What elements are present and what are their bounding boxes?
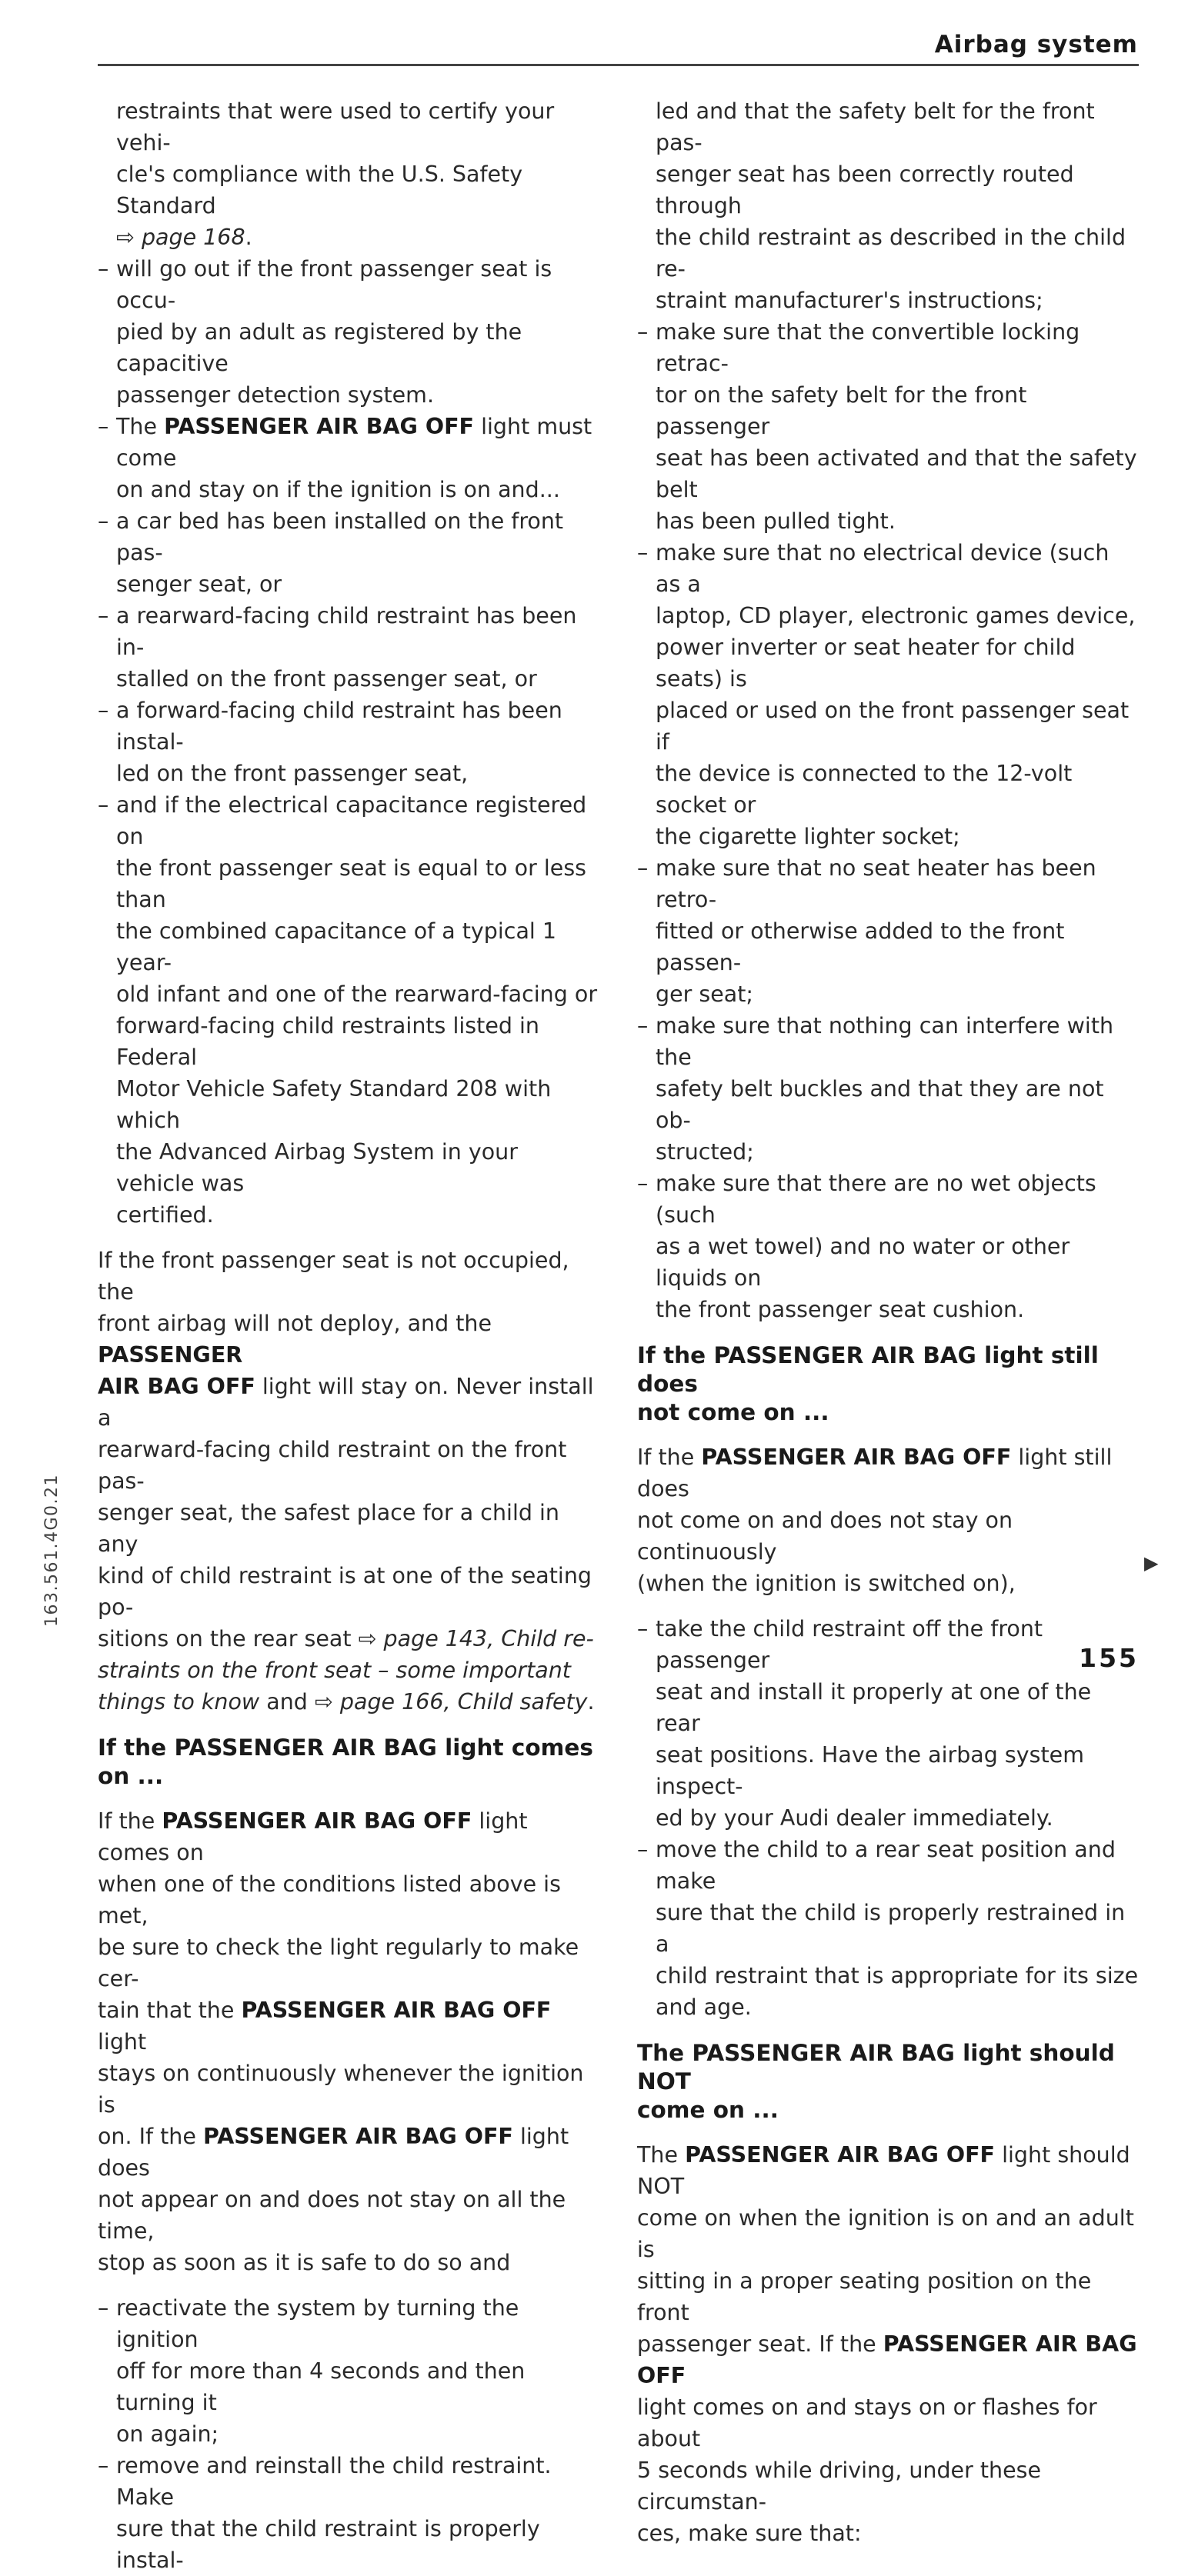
text-span: light does <box>98 2124 569 2181</box>
text-line: seat has been activated and that the safety belt <box>656 445 1137 502</box>
text-line: placed or used on the front passenger seat if <box>656 698 1130 755</box>
text-line: the child restraint as described in the child re- <box>656 225 1126 282</box>
text-span: The <box>637 2142 686 2168</box>
text-line: not come on and does not stay on continuously <box>637 1508 1013 1565</box>
text-line: Motor Vehicle Safety Standard 208 with which <box>116 1076 552 1133</box>
dash-bullet: – <box>637 855 649 881</box>
list-item <box>637 1168 1139 1325</box>
text-line: senger seat, the safest place for a child in any <box>98 1500 559 1557</box>
continued-text <box>98 95 598 253</box>
dash-bullet: – <box>98 698 109 723</box>
text-span: sitions on the rear seat <box>98 1626 359 1651</box>
dash-bullet: – <box>637 1013 649 1038</box>
text-line: the cigarette lighter socket; <box>656 824 960 849</box>
text-line: tor on the safety belt for the front passenger <box>656 382 1027 439</box>
right-column <box>637 95 1139 2549</box>
text-line <box>98 1371 598 1434</box>
text-line: led and that the safety belt for the front pas- <box>656 98 1095 155</box>
text-line: sure that the child is properly restrained in a <box>656 1900 1126 1957</box>
text-line: a rearward-facing child restraint has been in- <box>116 603 577 660</box>
text-span: light must come <box>116 414 592 471</box>
page-reference-link[interactable]: ⇨ page 166, Child safety <box>314 1689 588 1715</box>
text-line: restraints that were used to certify your vehi- <box>116 98 555 155</box>
text-line: senger seat has been correctly routed through <box>656 162 1074 218</box>
text-span: light should NOT <box>637 2142 1130 2199</box>
text-line: child restraint that is appropriate for its size <box>656 1963 1139 1988</box>
text-line: and if the electrical capacitance registered on <box>116 792 587 849</box>
text-line: (when the ignition is switched on), <box>637 1571 1016 1596</box>
text-line: on again; <box>116 2421 219 2447</box>
list-item <box>637 537 1139 852</box>
text-line: laptop, CD player, electronic games device, <box>656 603 1136 628</box>
dash-bullet: – <box>98 414 109 439</box>
text-line: stalled on the front passenger seat, or <box>116 666 537 691</box>
text-line: the Advanced Airbag System in your vehicle was <box>116 1139 518 1196</box>
bold-term: AIR BAG OFF <box>98 1374 255 1399</box>
text-line: be sure to check the light regularly to make cer- <box>98 1934 579 1991</box>
section-heading <box>637 1341 1139 1427</box>
text-line: ed by your Audi dealer immediately. <box>656 1805 1053 1831</box>
text-span: . <box>587 1689 595 1715</box>
text-line: stop as soon as it is safe to do so and <box>98 2250 511 2275</box>
text-line: a car bed has been installed on the front pas- <box>116 508 564 565</box>
text-span: . <box>245 225 252 250</box>
text-line <box>98 1308 598 1371</box>
text-line: cle's compliance with the U.S. Safety Standard <box>116 162 523 218</box>
list-item <box>98 789 598 1231</box>
paragraph <box>98 1805 598 2278</box>
dash-bullet: – <box>98 2453 109 2478</box>
text-line: the front passenger seat cushion. <box>656 1297 1025 1322</box>
text-line: the combined capacitance of a typical 1 year- <box>116 918 557 975</box>
text-line: certified. <box>116 1202 214 1228</box>
dash-bullet: – <box>98 603 109 628</box>
continued-text <box>637 95 1139 316</box>
text-line: remove and reinstall the child restraint. Make <box>116 2453 552 2510</box>
list-item <box>98 695 598 789</box>
page-reference-link[interactable]: straints on the front seat – some important <box>98 1658 571 1683</box>
text-line: seat positions. Have the airbag system inspect- <box>656 1742 1084 1799</box>
text-line: come on when the ignition is on and an adult is <box>637 2205 1134 2262</box>
text-line: has been pulled tight. <box>656 508 896 534</box>
paragraph <box>98 1245 598 1718</box>
dash-bullet: – <box>98 792 109 818</box>
list-item <box>98 505 598 600</box>
list-item <box>637 852 1139 1010</box>
text-line: on and stay on if the ignition is on and... <box>116 477 560 502</box>
text-line: kind of child restraint is at one of the seating po- <box>98 1563 592 1620</box>
text-line: stays on continuously whenever the ignition is <box>98 2061 584 2118</box>
text-line: take the child restraint off the front passenger <box>656 1616 1043 1673</box>
page-reference-link[interactable]: ⇨ page 143, Child re- <box>358 1626 594 1651</box>
text-line: off for more than 4 seconds and then turning it <box>116 2358 526 2415</box>
text-line: make sure that no seat heater has been retro- <box>656 855 1096 912</box>
text-line: pied by an adult as registered by the capacitive <box>116 319 522 376</box>
dash-bullet: – <box>637 1616 649 1641</box>
text-span: light comes on <box>98 1808 528 1865</box>
text-line: forward-facing child restraints listed in Federal <box>116 1013 539 1070</box>
text-line <box>637 1441 1139 1505</box>
list-item <box>98 2450 598 2576</box>
text-span: The <box>116 414 165 439</box>
dash-bullet: – <box>637 319 649 345</box>
bold-term: PASSENGER AIR BAG OFF <box>685 2142 996 2168</box>
text-span: and <box>259 1689 315 1715</box>
text-line: seat and install it properly at one of the rear <box>656 1679 1092 1736</box>
heading-line: not come on ... <box>637 1399 829 1425</box>
dash-bullet: – <box>637 1171 649 1196</box>
text-span: on. If the <box>98 2124 203 2149</box>
heading-line: If the PASSENGER AIR BAG light comes <box>98 1735 593 1761</box>
text-span: If the <box>98 1808 162 1834</box>
bold-term: PASSENGER AIR BAG OFF <box>701 1445 1012 1470</box>
text-line: light comes on and stays on or flashes for about <box>637 2394 1097 2451</box>
list-item <box>637 1613 1139 1834</box>
page-reference-link[interactable]: things to know <box>98 1689 260 1715</box>
text-line <box>116 222 598 253</box>
paragraph <box>637 1441 1139 1599</box>
text-line: old infant and one of the rearward-facing or <box>116 981 598 1007</box>
dash-bullet: – <box>98 2295 109 2321</box>
text-line: senger seat, or <box>116 572 282 597</box>
bold-term: PASSENGER <box>98 1342 243 1368</box>
text-line: and age. <box>656 1994 752 2020</box>
text-line: ger seat; <box>656 981 754 1007</box>
text-span: front airbag will not deploy, and the <box>98 1311 492 1336</box>
text-line: a forward-facing child restraint has been instal- <box>116 698 562 755</box>
text-span: tain that the <box>98 1998 242 2023</box>
text-line: safety belt buckles and that they are not ob- <box>656 1076 1104 1133</box>
text-line: as a wet towel) and no water or other liquids on <box>656 1234 1070 1291</box>
text-line: led on the front passenger seat, <box>116 761 469 786</box>
text-span: light will stay on. Never install a <box>98 1374 594 1431</box>
list-item <box>98 600 598 695</box>
text-line: ces, make sure that: <box>637 2521 862 2546</box>
text-span: passenger seat. If the <box>637 2331 883 2357</box>
text-line: the front passenger seat is equal to or less than <box>116 855 587 912</box>
bold-term: PASSENGER AIR BAG OFF <box>202 2124 513 2149</box>
text-line <box>98 1623 598 1655</box>
list-item <box>98 253 598 411</box>
text-line: passenger detection system. <box>116 382 434 408</box>
text-line: move the child to a rear seat position and make <box>656 1837 1116 1894</box>
text-span: If the <box>637 1445 702 1470</box>
triangle-right-icon: ▶ <box>1144 1552 1159 1574</box>
section-heading <box>98 1734 598 1791</box>
heading-line: come on ... <box>637 2097 779 2123</box>
page-number: 155 <box>1079 1643 1139 1673</box>
list-item <box>98 411 598 505</box>
text-line: straint manufacturer's instructions; <box>656 288 1043 313</box>
document-code: 163.561.4G0.21 <box>42 1474 62 1627</box>
dash-bullet: – <box>98 256 109 282</box>
text-line <box>98 1805 598 1868</box>
section-heading <box>637 2039 1139 2124</box>
text-line <box>98 2121 598 2184</box>
text-line <box>116 411 598 474</box>
dash-bullet: – <box>637 1837 649 1862</box>
text-line: make sure that there are no wet objects (such <box>656 1171 1096 1228</box>
text-line: not appear on and does not stay on all the time, <box>98 2187 566 2244</box>
text-span: light still does <box>637 1445 1113 1501</box>
header-divider <box>98 64 1139 66</box>
heading-line: on ... <box>98 1763 164 1789</box>
text-line: sitting in a proper seating position on the front <box>637 2268 1092 2325</box>
text-line: power inverter or seat heater for child seats) is <box>656 635 1076 691</box>
page-reference-link[interactable]: ⇨ page 168 <box>116 225 245 250</box>
dash-bullet: – <box>637 540 649 565</box>
text-line: structed; <box>656 1139 754 1165</box>
text-line: If the front passenger seat is not occupied, the <box>98 1248 569 1305</box>
text-line <box>98 1994 598 2058</box>
list-item <box>637 1010 1139 1168</box>
bold-term: PASSENGER AIR BAG OFF <box>241 1998 552 2023</box>
list-item <box>637 316 1139 537</box>
paragraph <box>637 2139 1139 2549</box>
text-line: make sure that the convertible locking retrac- <box>656 319 1080 376</box>
text-line <box>98 1655 598 1686</box>
bold-term: PASSENGER AIR BAG OFF <box>164 414 475 439</box>
heading-line: The PASSENGER AIR BAG light should NOT <box>637 2040 1115 2094</box>
dash-bullet: – <box>98 508 109 534</box>
text-line: fitted or otherwise added to the front passen- <box>656 918 1065 975</box>
bold-term: PASSENGER AIR BAG OFF <box>162 1808 472 1834</box>
text-line: the device is connected to the 12-volt socket or <box>656 761 1073 818</box>
text-line: make sure that nothing can interfere with the <box>656 1013 1114 1070</box>
text-line: make sure that no electrical device (such as a <box>656 540 1110 597</box>
text-line <box>637 2328 1139 2391</box>
list-item <box>637 1834 1139 2023</box>
text-line: 5 seconds while driving, under these circumstan- <box>637 2458 1042 2514</box>
bold-term: PASSENGER AIR BAG OFF <box>637 2331 1137 2388</box>
left-column <box>98 95 598 2576</box>
text-line: rearward-facing child restraint on the front pas- <box>98 1437 567 1494</box>
text-line: reactivate the system by turning the ignition <box>116 2295 519 2352</box>
page-header-title: Airbag system <box>934 31 1138 58</box>
text-line: sure that the child restraint is properly instal- <box>116 2516 540 2573</box>
text-line: when one of the conditions listed above is met, <box>98 1871 561 1928</box>
text-span: light <box>98 2029 147 2054</box>
heading-line: If the PASSENGER AIR BAG light still does <box>637 1342 1099 1397</box>
text-line <box>98 1686 598 1718</box>
list-item <box>98 2292 598 2450</box>
text-line: will go out if the front passenger seat is occu- <box>116 256 552 313</box>
text-line <box>637 2139 1139 2202</box>
